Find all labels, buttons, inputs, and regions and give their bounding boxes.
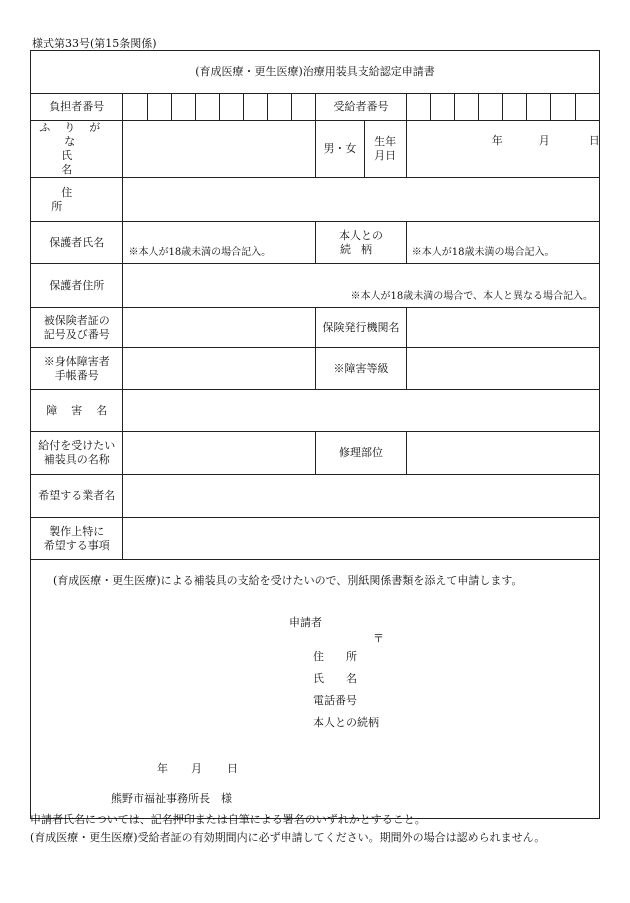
disability-book-label-line1: ※身体障害者 — [43, 354, 110, 368]
relation-input[interactable] — [406, 222, 599, 264]
insurer-input[interactable] — [406, 308, 599, 348]
burden-number-digit[interactable] — [195, 94, 219, 121]
disability-name-input[interactable] — [123, 390, 600, 432]
recipient-number-digit[interactable] — [575, 94, 599, 121]
name-label — [31, 121, 123, 178]
device-label-line2: 補装具の名称 — [43, 453, 110, 466]
device-name-input[interactable] — [123, 432, 316, 475]
insurer-label: 保険発行機関名 — [316, 308, 406, 348]
insurance-number-input[interactable] — [123, 308, 316, 348]
application-year-label: 年 — [157, 762, 168, 775]
declaration-statement: (育成医療・更生医療)による補装具の支給を受けたいので、別紙関係書類を添えて申請します。 — [53, 574, 523, 587]
special-request-label — [31, 518, 123, 560]
name-input[interactable] — [123, 121, 316, 178]
birth-day-label: 日 — [588, 134, 600, 147]
guardian-address-label: 保護者住所 — [31, 264, 123, 308]
disability-book-input[interactable] — [123, 348, 316, 390]
applicant-phone-label: 電話番号 — [313, 694, 357, 707]
burden-number-digit[interactable] — [244, 94, 268, 121]
footnote-signature: 申請者氏名については、記名押印または自筆による署名のいずれかとすること。 — [30, 813, 426, 826]
applicant-address-label: 住 所 — [313, 650, 357, 663]
special-label-line2: 希望する事項 — [43, 538, 110, 552]
birthdate-label-line2: 月日 — [374, 149, 397, 162]
recipient-number-digit[interactable] — [503, 94, 527, 121]
burden-number-digit[interactable] — [123, 94, 147, 121]
address-label: 住所 — [31, 178, 123, 222]
burden-number-digit[interactable] — [219, 94, 243, 121]
guardian-address-input[interactable] — [123, 264, 600, 308]
repair-part-input[interactable] — [406, 432, 599, 475]
applicant-label: 申請者 — [289, 616, 322, 629]
guardian-address-note: ※本人が18歳未満の場合で、本人と異なる場合記入。 — [350, 291, 593, 302]
recipient-number-label: 受給者番号 — [316, 94, 406, 121]
application-form-table — [30, 50, 600, 819]
burden-number-digit[interactable] — [292, 94, 316, 121]
gender-select[interactable]: 男・女 — [316, 121, 364, 178]
disability-book-label-line2: 手帳番号 — [54, 368, 99, 382]
birth-year-label: 年 — [491, 134, 503, 147]
repair-part-label: 修理部位 — [316, 432, 406, 475]
relation-label-line2: 続柄 — [340, 242, 383, 256]
relation-label — [316, 222, 406, 264]
disability-name-label: 障害名 — [31, 390, 123, 432]
burden-number-digit[interactable] — [268, 94, 292, 121]
applicant-name-label: 氏 名 — [313, 672, 357, 685]
form-code: 様式第33号(第15条関係) — [32, 37, 157, 50]
recipient-number-digit[interactable] — [430, 94, 454, 121]
footnotes — [30, 811, 545, 847]
declaration-section — [31, 560, 600, 819]
burden-number-digit[interactable] — [171, 94, 195, 121]
application-day-label: 日 — [227, 762, 238, 775]
disability-book-label — [31, 348, 123, 390]
birthdate-label — [364, 121, 406, 178]
applicant-relation-label: 本人との続柄 — [313, 716, 379, 729]
footnote-deadline: (育成医療・更生医療)受給者証の有効期間内に必ず申請してください。期間外の場合は認められません。 — [30, 831, 546, 844]
recipient-number-digit[interactable] — [454, 94, 478, 121]
vendor-input[interactable] — [123, 475, 600, 518]
guardian-name-note: ※本人が18歳未満の場合記入。 — [128, 247, 272, 258]
birth-month-label: 月 — [538, 134, 550, 147]
device-name-label — [31, 432, 123, 475]
furigana-label: ふりがな — [39, 121, 115, 148]
address-input[interactable] — [123, 178, 600, 222]
burden-number-digit[interactable] — [147, 94, 171, 121]
name-label-text: 氏名 — [61, 149, 113, 176]
form-title: (育成医療・更生医療)治療用装具支給認定申請書 — [31, 51, 600, 94]
insurance-number-label — [31, 308, 123, 348]
device-label-line1: 給付を受けたい — [38, 439, 116, 452]
postal-mark: 〒 — [373, 632, 384, 645]
disability-grade-input[interactable] — [406, 348, 599, 390]
application-month-label: 月 — [191, 762, 202, 775]
birthdate-label-line1: 生年 — [374, 135, 397, 148]
insurance-label-line2: 記号及び番号 — [43, 327, 110, 341]
recipient-number-digit[interactable] — [479, 94, 503, 121]
addressee: 熊野市福祉事務所長 様 — [111, 792, 232, 805]
disability-grade-label: ※障害等級 — [316, 348, 406, 390]
relation-note: ※本人が18歳未満の場合記入。 — [411, 247, 555, 258]
guardian-name-label: 保護者氏名 — [31, 222, 123, 264]
special-label-line1: 製作上特に — [49, 524, 105, 538]
special-request-input[interactable] — [123, 518, 600, 560]
burden-number-label: 負担者番号 — [31, 94, 123, 121]
recipient-number-digit[interactable] — [527, 94, 551, 121]
insurance-label-line1: 被保険者証の — [43, 313, 110, 327]
birthdate-input[interactable] — [406, 121, 599, 178]
vendor-label: 希望する業者名 — [31, 475, 123, 518]
guardian-name-input[interactable] — [123, 222, 316, 264]
recipient-number-digit[interactable] — [551, 94, 575, 121]
recipient-number-digit[interactable] — [406, 94, 430, 121]
relation-label-line1: 本人との — [339, 228, 384, 242]
